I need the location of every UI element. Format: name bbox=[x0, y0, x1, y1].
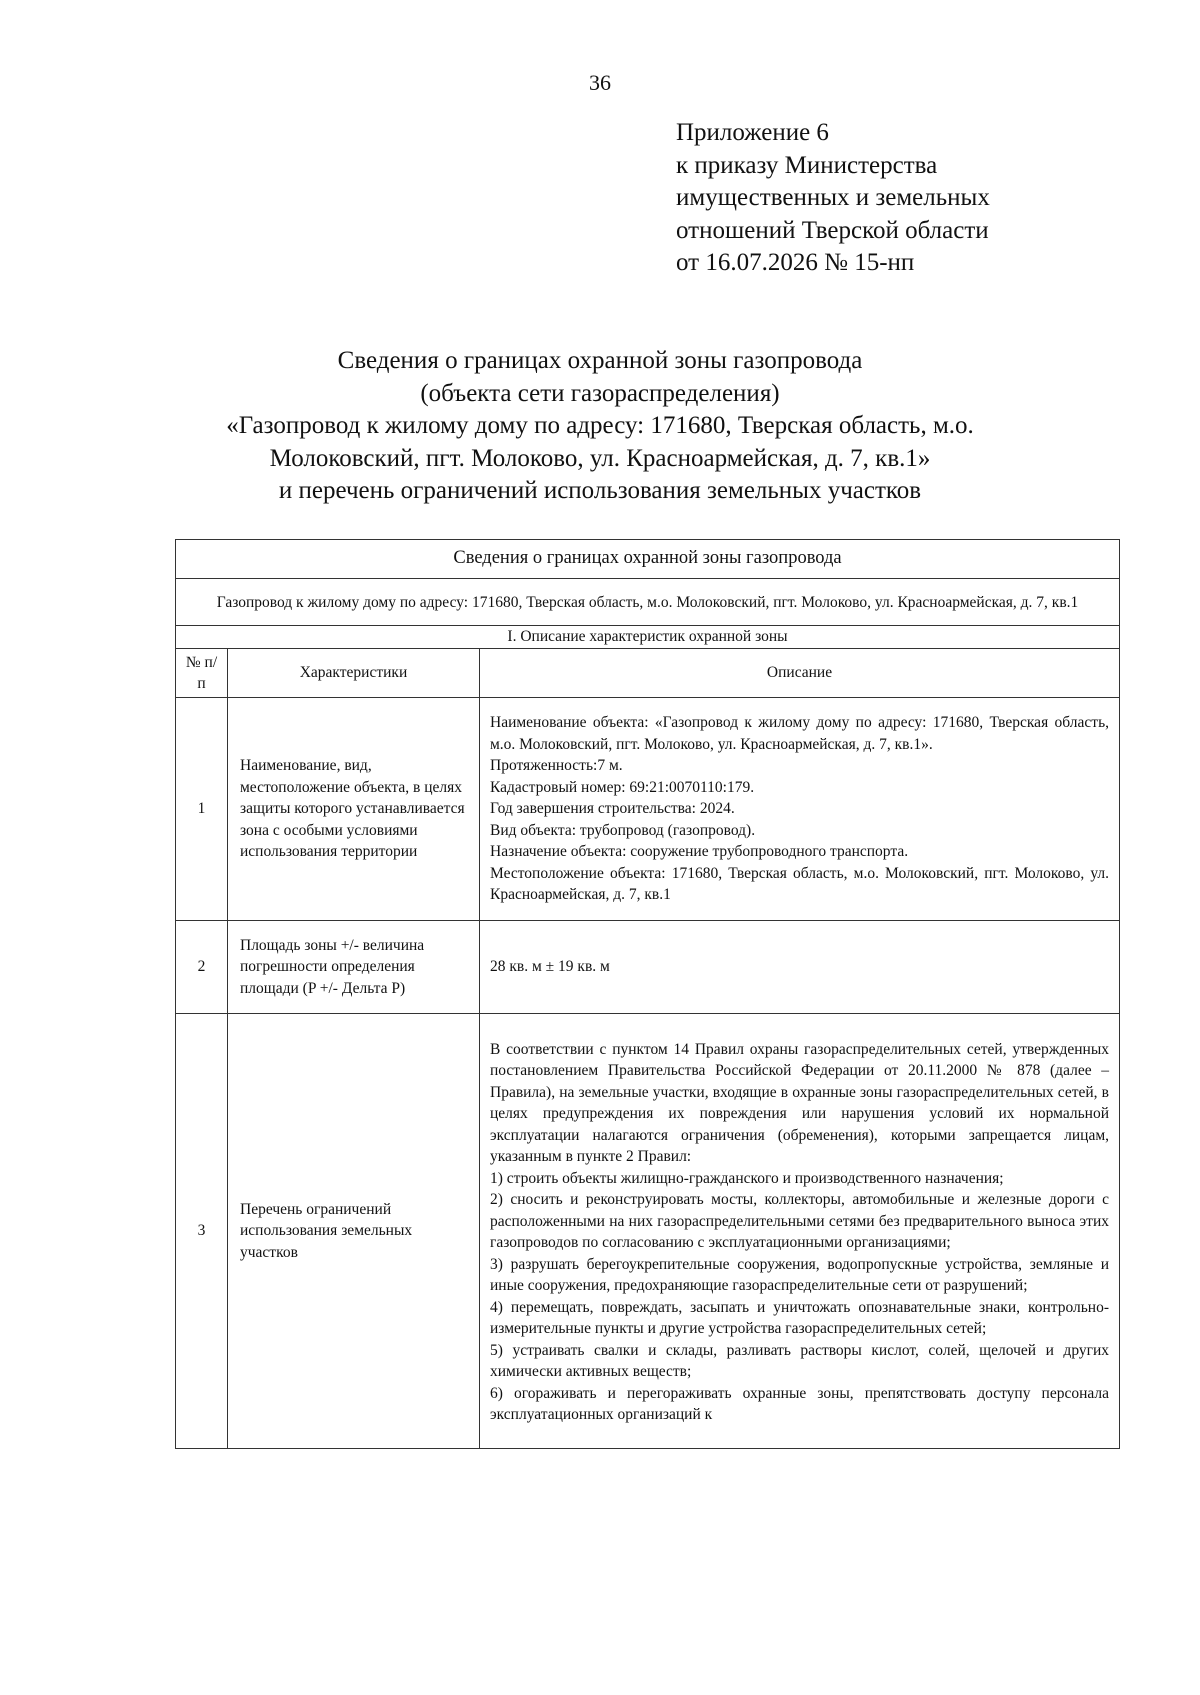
description-paragraph: 4) перемещать, повреждать, засыпать и уничтожать опознавательные знаки, контрольно-измерительные пункты и другие устройства газораспределительных сетей; bbox=[490, 1298, 1110, 1337]
description-paragraph: Вид объекта: трубопровод (газопровод). bbox=[490, 821, 756, 839]
description-paragraph: 3) разрушать берегоукрепительные сооружения, водопропускные устройства, земляные и иные сооружения, предохраняющие газораспределительные сети от разрушений; bbox=[490, 1255, 1110, 1294]
description-paragraph: В соответствии с пунктом 14 Правил охраны газораспределительных сетей, утвержденных постановлением Правительства Российской Федерации от 20.11.2000 № 878 (далее – Правила), на земельные участки, входящие в охранные зоны газораспределительных сетей, в целях предупреждения их повреждения или нарушения условий их нормальной эксплуатации налагаются ограничения (обременения), которыми запрещается лицам, указанным в пункте 2 Правил: bbox=[490, 1040, 1110, 1165]
description-paragraph: Кадастровый номер: 69:21:0070110:179. bbox=[490, 778, 755, 796]
table-object-row bbox=[176, 579, 1120, 626]
document-title bbox=[150, 345, 1050, 508]
table-header-row bbox=[176, 540, 1120, 579]
table-section-row bbox=[176, 626, 1120, 649]
table-section-title: I. Описание характеристик охранной зоны bbox=[176, 626, 1120, 649]
appendix-line: к приказу Министерства bbox=[676, 151, 938, 179]
table-object-name: Газопровод к жилому дому по адресу: 171680, Тверская область, м.о. Молоковский, пгт. Молоково, ул. Красноармейская, д. 7, кв.1 bbox=[176, 579, 1120, 626]
appendix-line: Приложение 6 bbox=[676, 119, 829, 146]
column-header-num: № п/п bbox=[176, 649, 228, 698]
row-number: 3 bbox=[176, 1014, 228, 1449]
description-paragraph: Местоположение объекта: 171680, Тверская область, м.о. Молоковский, пгт. Молоково, ул. Красноармейская, д. 7, кв.1 bbox=[490, 864, 1110, 904]
column-header-description: Описание bbox=[480, 649, 1120, 698]
row-description bbox=[480, 921, 1120, 1014]
description-paragraph: Назначение объекта: сооружение трубопроводного транспорта. bbox=[490, 843, 909, 861]
row-characteristic: Площадь зоны +/- величина погрешности определения площади (P +/- Дельта P) bbox=[228, 921, 480, 1014]
row-description bbox=[480, 1014, 1120, 1449]
row-characteristic: Наименование, вид, местоположение объекта, в целях защиты которого устанавливается зона с особыми условиями использования территории bbox=[228, 698, 480, 921]
column-header-characteristics: Характеристики bbox=[228, 649, 480, 698]
description-paragraph: Год завершения строительства: 2024. bbox=[490, 800, 735, 818]
description-paragraph: 6) огораживать и перегораживать охранные зоны, препятствовать доступу персонала эксплуатационных организаций к bbox=[490, 1384, 1110, 1423]
appendix-block bbox=[676, 117, 1116, 280]
description-paragraph: 2) сносить и реконструировать мосты, коллекторы, автомобильные и железные дороги с расположенными на них газораспределительными сетями без предварительного выноса этих газопроводов по согласованию с эксплуатационными организациями; bbox=[490, 1191, 1110, 1251]
row-number: 1 bbox=[176, 698, 228, 921]
table-main-header: Сведения о границах охранной зоны газопровода bbox=[176, 540, 1120, 579]
title-line: Сведения о границах охранной зоны газопровода bbox=[337, 347, 863, 374]
row-characteristic: Перечень ограничений использования земельных участков bbox=[228, 1014, 480, 1449]
description-paragraph: 5) устраивать свалки и склады, разливать растворы кислот, солей, щелочей и других химически активных веществ; bbox=[490, 1341, 1110, 1380]
description-paragraph: 1) строить объекты жилищно-гражданского и производственного назначения; bbox=[490, 1169, 1004, 1187]
title-line: и перечень ограничений использования земельных участков bbox=[278, 477, 922, 504]
appendix-line: отношений Тверской области bbox=[676, 216, 989, 244]
table-row bbox=[176, 698, 1120, 921]
page-number: 36 bbox=[589, 70, 611, 95]
description-paragraph: Наименование объекта: «Газопровод к жилому дому по адресу: 171680, Тверская область, м.о. Молоковский, пгт. Молоково, ул. Красноармейская, д. 7, кв.1». bbox=[490, 714, 1110, 753]
table-row bbox=[176, 921, 1120, 1014]
appendix-line: от 16.07.2026 № 15-нп bbox=[676, 249, 915, 276]
title-line: (объекта сети газораспределения) bbox=[420, 379, 780, 407]
zone-info-table bbox=[175, 539, 1120, 1449]
table-column-headers bbox=[176, 649, 1120, 698]
row-number: 2 bbox=[176, 921, 228, 1014]
row-description bbox=[480, 698, 1120, 921]
description-paragraph: 28 кв. м ± 19 кв. м bbox=[490, 958, 610, 976]
title-line: Молоковский, пгт. Молоково, ул. Красноармейская, д. 7, кв.1» bbox=[269, 444, 931, 472]
title-line: «Газопровод к жилому дому по адресу: 171680, Тверская область, м.о. bbox=[226, 412, 974, 439]
description-paragraph: Протяженность:7 м. bbox=[490, 757, 623, 775]
appendix-line: имущественных и земельных bbox=[676, 184, 990, 211]
table-row bbox=[176, 1014, 1120, 1449]
